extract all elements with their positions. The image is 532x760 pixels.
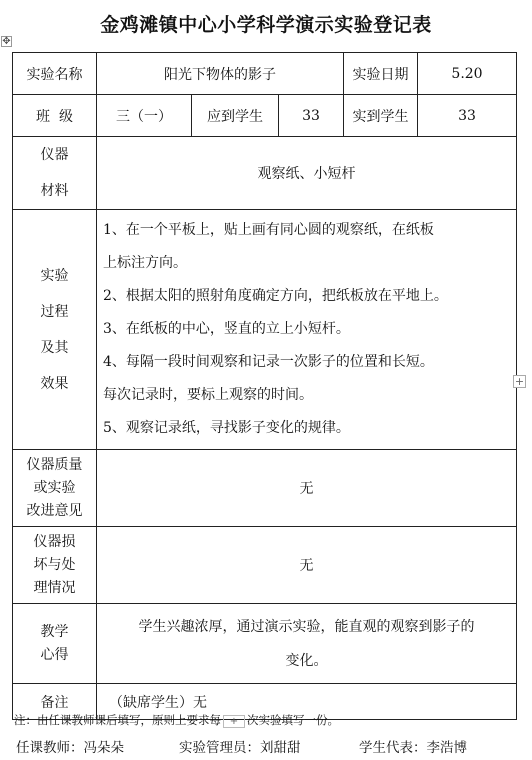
process-label-line: 实验 (40, 267, 69, 284)
remark-value[interactable]: （缺席学生）无 (97, 684, 517, 720)
footnote-text: 次实验填写一份。 (247, 713, 339, 727)
experiment-date-label: 实验日期 (344, 53, 418, 95)
process-step-line: 3、在纸板的中心，竖直的立上小短杆。 (103, 321, 350, 337)
footnote (14, 712, 339, 728)
equipment-value[interactable]: 观察纸、小短杆 (97, 137, 517, 210)
table-row (13, 53, 517, 95)
process-steps[interactable] (97, 210, 517, 450)
teacher-signature: 任课教师：冯朵朵 (16, 740, 124, 756)
reflection-line: 变化。 (285, 652, 328, 669)
process-label (13, 210, 97, 450)
expected-students-label: 应到学生 (192, 95, 279, 137)
experiment-name-value[interactable]: 阳光下物体的影子 (97, 53, 344, 95)
class-label: 班 级 (13, 95, 97, 137)
reflection-label-line: 教学 (40, 623, 69, 640)
experiment-name-label: 实验名称 (13, 53, 97, 95)
process-step-line: 2、根据太阳的照射角度确定方向，把纸板放在平地上。 (103, 288, 448, 304)
equipment-label-line: 仪器 (40, 147, 69, 163)
expected-students-value[interactable]: 33 (279, 95, 344, 137)
process-label-line: 效果 (40, 375, 69, 392)
reflection-label (13, 604, 97, 684)
add-row-plus-icon[interactable]: + (514, 375, 525, 388)
reflection-label-line: 心得 (40, 646, 69, 663)
equipment-label-line: 材料 (40, 183, 69, 199)
process-label-line: 及其 (40, 339, 69, 356)
table-row (13, 527, 517, 604)
process-step-line: 5、观察记录纸，寻找影子变化的规律。 (103, 420, 350, 436)
damage-label (13, 527, 97, 604)
manager-signature: 实验管理员：刘甜甜 (179, 740, 301, 756)
quality-label (13, 450, 97, 527)
damage-label-line: 理情况 (33, 579, 76, 596)
remark-label: 备注 (13, 684, 97, 720)
table-row (13, 450, 517, 527)
table-row (13, 137, 517, 210)
process-step-line: 4、每隔一段时间观察和记录一次影子的位置和长短。 (103, 354, 434, 370)
equipment-label (13, 137, 97, 210)
experiment-date-value[interactable]: 5.20 (418, 53, 517, 95)
table-row (13, 604, 517, 684)
student-signature: 学生代表：李浩博 (359, 740, 467, 756)
actual-students-value[interactable]: 33 (418, 95, 517, 137)
process-step-line: 1、在一个平板上，贴上画有同心圆的观察纸，在纸板 (103, 222, 434, 238)
signers-line (16, 736, 467, 756)
table-move-handle-icon[interactable]: ✥ (2, 36, 11, 47)
process-step-line: 每次记录时，要标上观察的时间。 (103, 387, 313, 403)
table-row (13, 95, 517, 137)
process-label-line: 过程 (40, 303, 69, 320)
damage-label-line: 坏与处 (33, 556, 76, 573)
reflection-line: 学生兴趣浓厚，通过演示实验，能直观的观察到影子的 (138, 618, 475, 635)
quality-value[interactable]: 无 (97, 450, 517, 527)
damage-value[interactable]: 无 (97, 527, 517, 604)
quality-label-line: 改进意见 (26, 502, 83, 519)
quality-label-line: 或实验 (33, 479, 76, 496)
reflection-value[interactable] (97, 604, 517, 684)
footnote-text: 注：由任课教师课后填写，原则上要求每 (14, 713, 221, 727)
quality-label-line: 仪器质量 (26, 456, 83, 473)
table-row (13, 210, 517, 450)
damage-label-line: 仪器损 (33, 533, 76, 550)
actual-students-label: 实到学生 (344, 95, 418, 137)
class-value[interactable]: 三（一） (97, 95, 192, 137)
process-step-line: 上标注方向。 (103, 255, 187, 271)
page-title: 金鸡滩镇中心小学科学演示实验登记表 (100, 14, 432, 36)
insert-plus-icon[interactable]: + (223, 715, 245, 728)
registration-table (12, 52, 517, 720)
